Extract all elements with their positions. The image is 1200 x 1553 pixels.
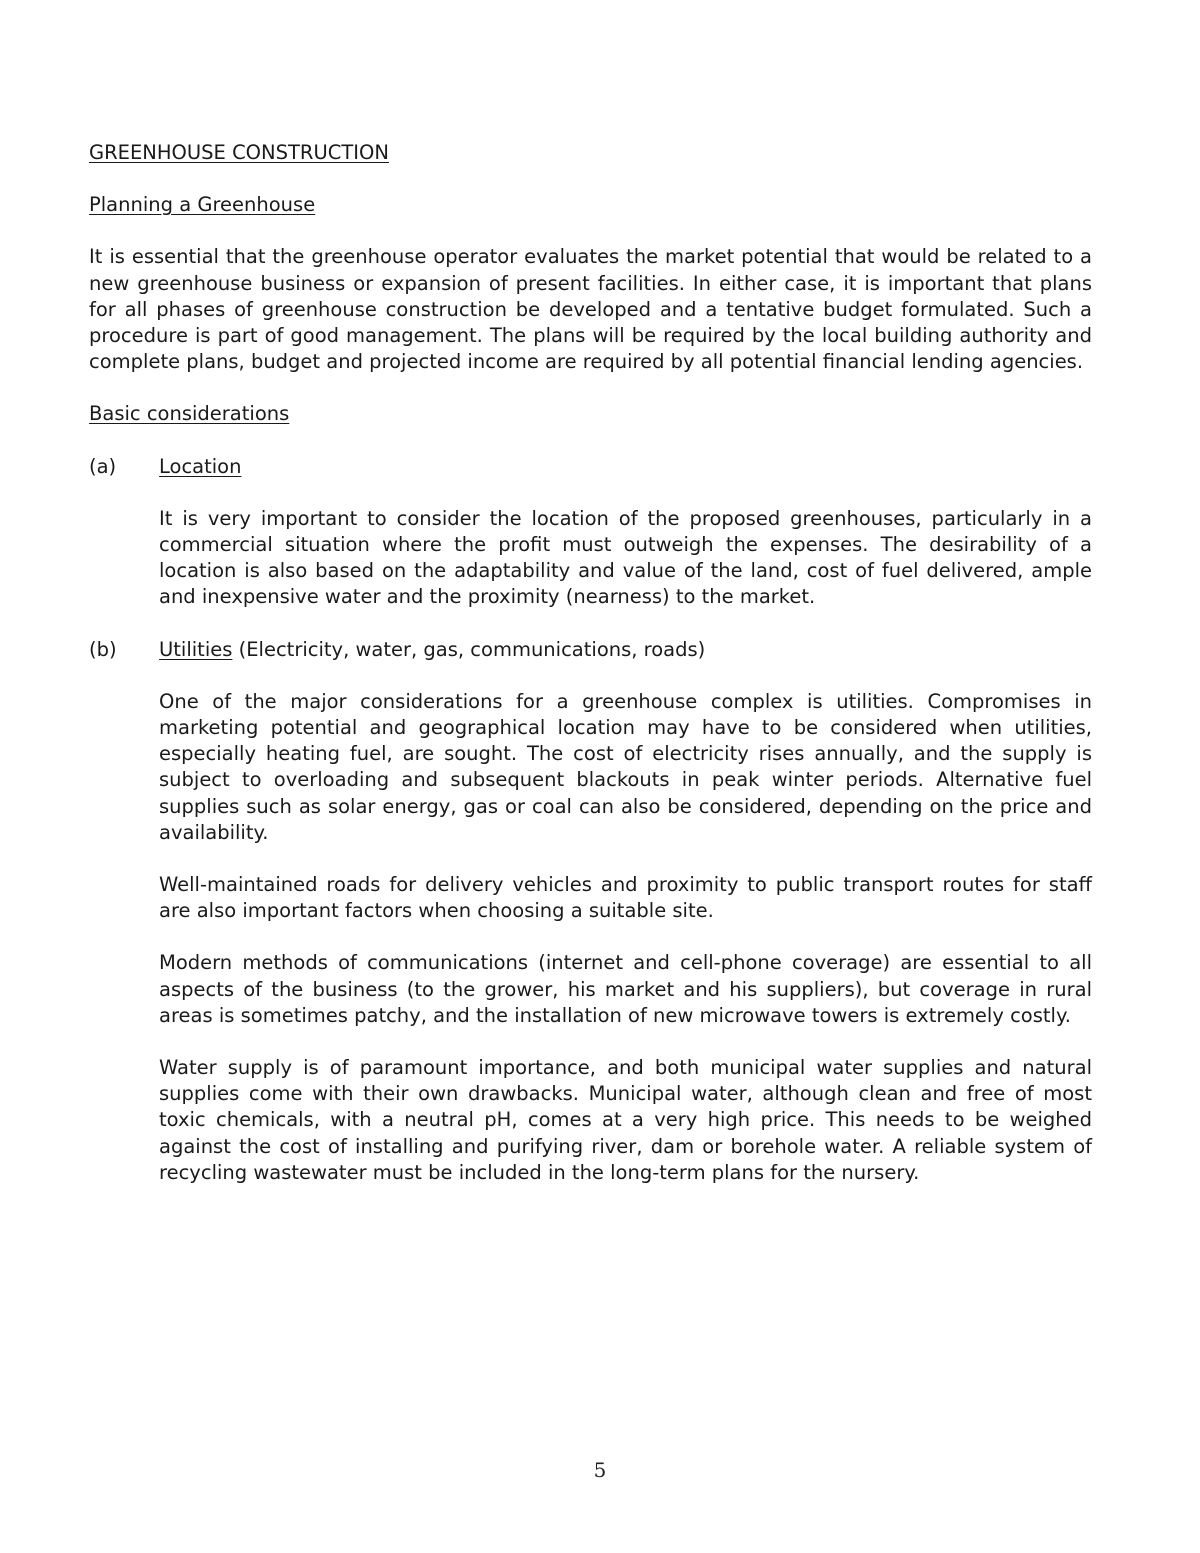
item-b-heading	[89, 637, 1092, 663]
item-a-heading	[89, 454, 1092, 480]
item-b-subtitle: (Electricity, water, gas, communications, roads)	[232, 637, 706, 661]
utilities-paragraph-communications: Modern methods of communications (internet and cell-phone coverage) are essential to all aspects of the business (to the grower, his market and his suppliers), but coverage in rural areas is sometimes patchy, and the installation of new microwave towers is extremely costly.	[159, 951, 1092, 1027]
item-a-letter: (a)	[89, 454, 117, 478]
location-paragraph: It is very important to consider the location of the proposed greenhouses, particularly in a commercial situation where the profit must outweigh the expenses. The desirability of a location is also based on the adaptability and value of the land, cost of fuel delivered, ample and inexpensive water and the proximity (nearness) to the market.	[159, 506, 1092, 609]
section-heading-basic-considerations: Basic considerations	[89, 402, 290, 426]
utilities-paragraph-water: Water supply is of paramount importance, and both municipal water supplies and natural supplies come with their own drawbacks. Municipal water, although clean and free of most toxic chemicals, with a neutral pH, comes at a very high price. This needs to be weighed against the cost of installing and purifying river, dam or borehole water. A reliable system of recycling wastewater must be included in the long-term plans for the nursery.	[159, 1056, 1092, 1184]
item-b-title-group	[159, 637, 705, 663]
document-title: GREENHOUSE CONSTRUCTION	[89, 141, 389, 164]
item-b-letter: (b)	[89, 637, 117, 661]
utilities-paragraph-roads: Well-maintained roads for delivery vehicles and proximity to public transport routes for staff are also important factors when choosing a suitable site.	[159, 873, 1092, 923]
section-heading-planning: Planning a Greenhouse	[89, 193, 316, 217]
item-b-title: Utilities	[159, 637, 233, 661]
page-number: 5	[593, 1458, 607, 1482]
document-page	[89, 140, 1092, 1186]
item-a-title: Location	[159, 454, 242, 478]
planning-paragraph: It is essential that the greenhouse operator evaluates the market potential that would be related to a new greenhouse business or expansion of present facilities. In either case, it is important that plans for all phases of greenhouse construction be developed and a tentative budget formulated. Such a procedure is part of good management. The plans will be required by the local building authority and complete plans, budget and projected income are required by all potential financial lending agencies.	[89, 245, 1092, 374]
utilities-paragraph-heating: One of the major considerations for a greenhouse complex is utilities. Compromises in marketing potential and geographical location may have to be considered when utilities, especially heating fuel, are sought. The cost of electricity rises annually, and the supply is subject to overloading and subsequent blackouts in peak winter periods. Alternative fuel supplies such as solar energy, gas or coal can also be considered, depending on the price and availability.	[159, 689, 1092, 844]
